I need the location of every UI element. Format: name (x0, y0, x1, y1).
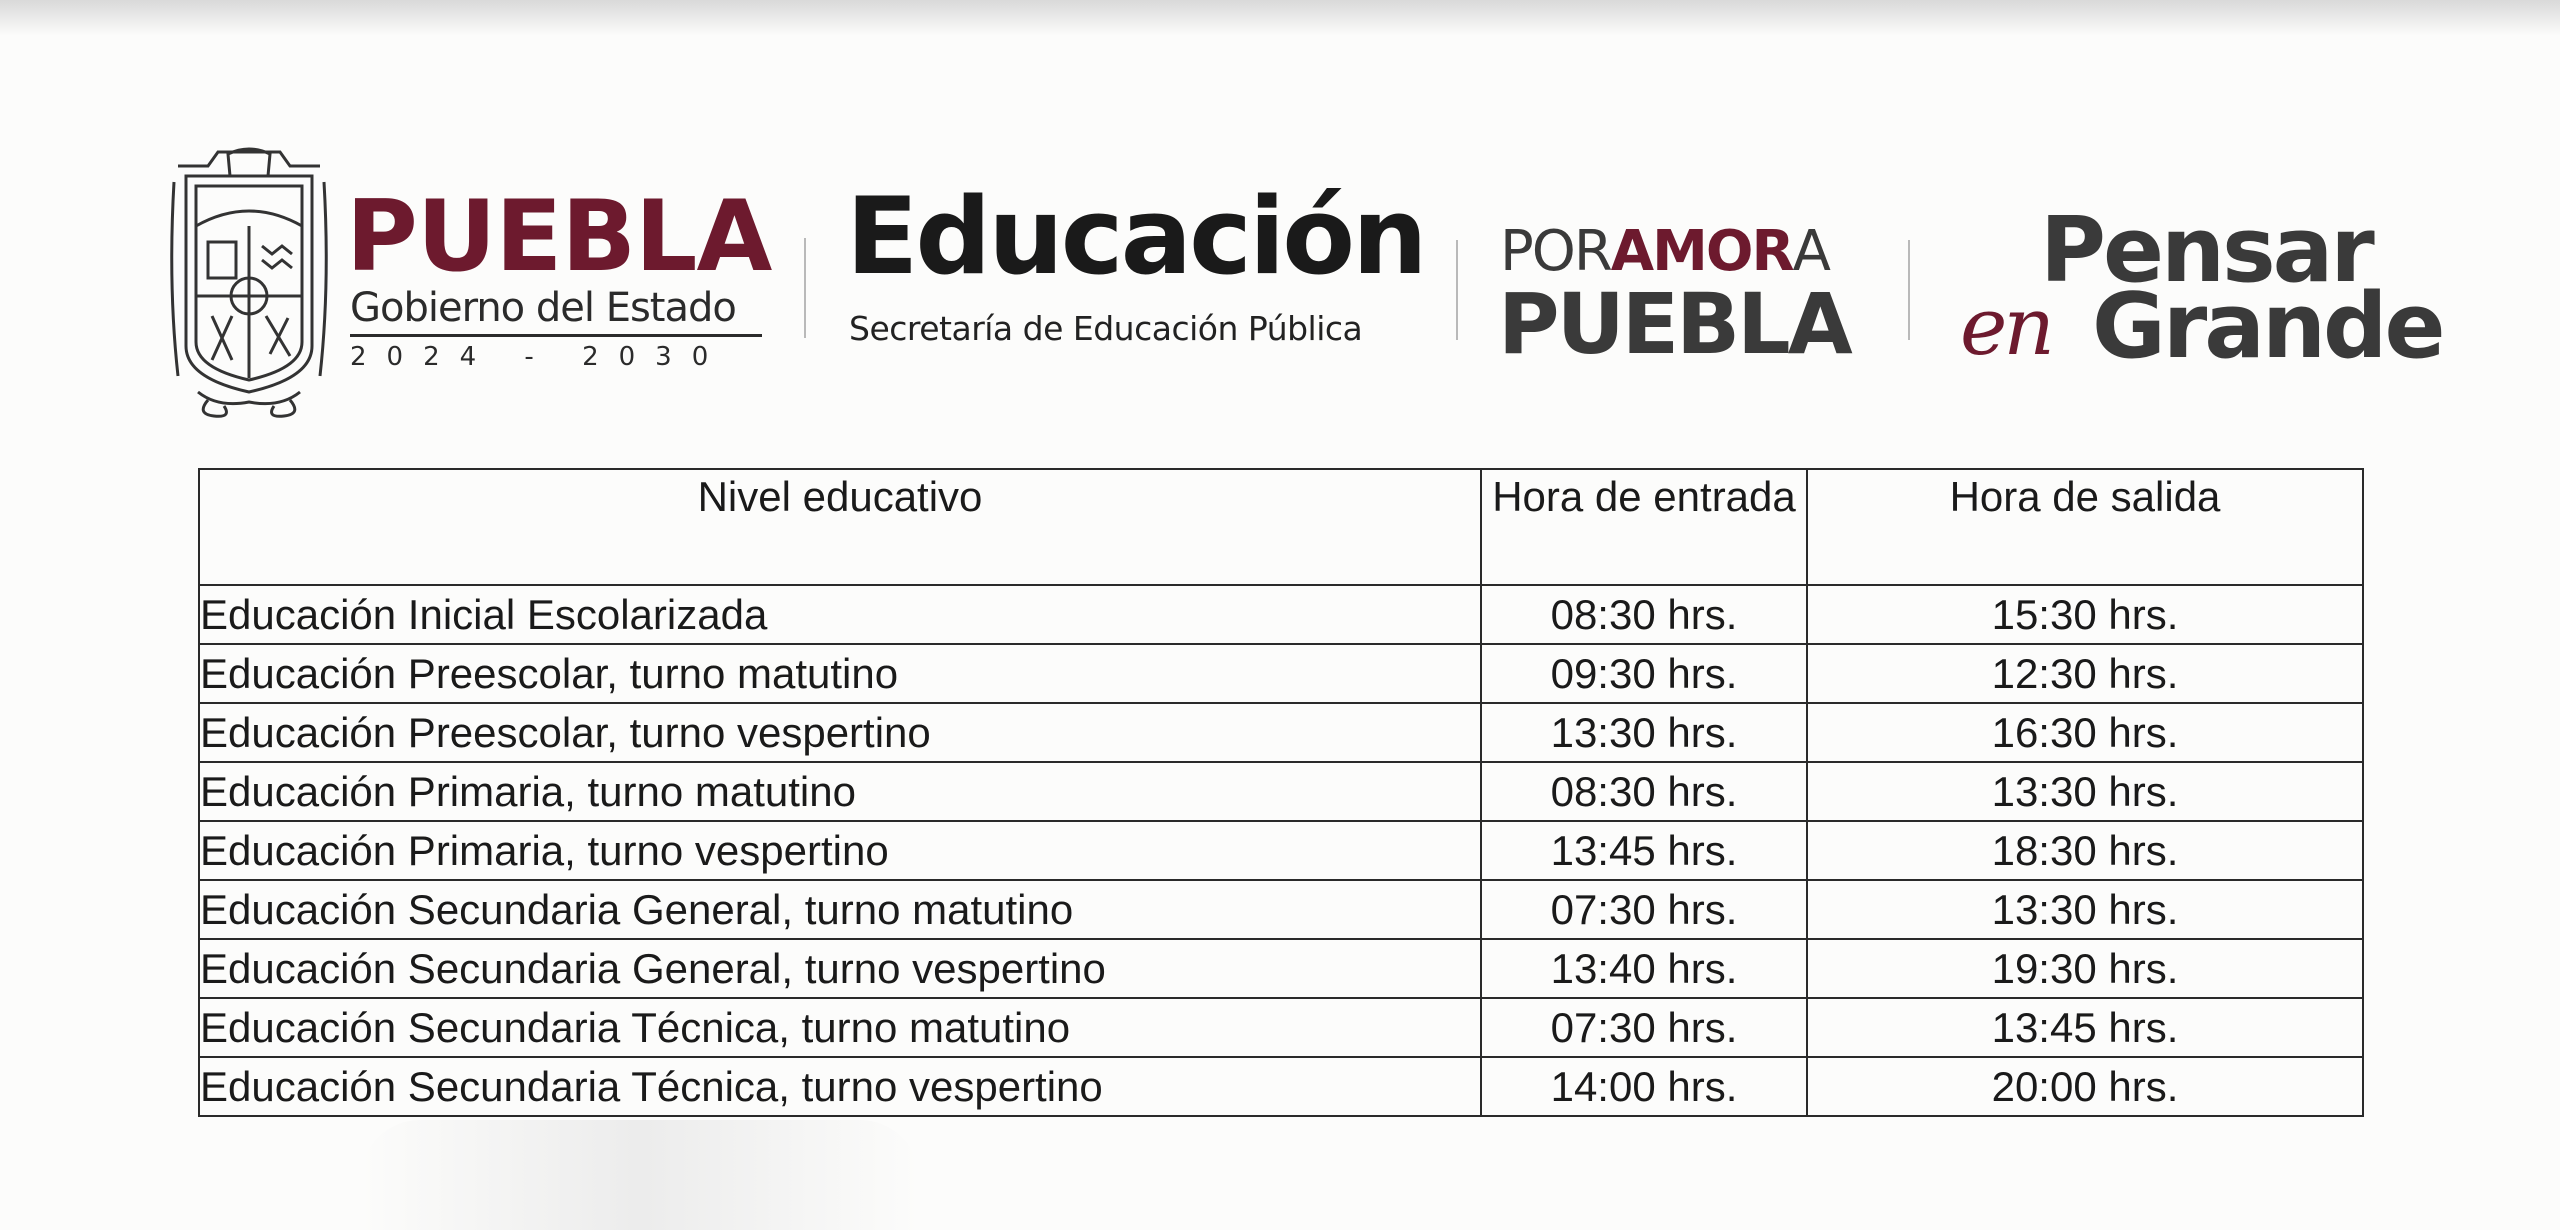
letterhead-logos (0, 0, 2560, 440)
faint-watermark (360, 1120, 920, 1230)
cell-exit-time: 20:00 hrs. (1807, 1057, 2363, 1116)
cell-level: Educación Primaria, turno matutino (199, 762, 1481, 821)
cell-entry-time: 13:45 hrs. (1481, 821, 1807, 880)
header-hora-entrada: Hora de entrada (1481, 469, 1807, 585)
cell-entry-time: 08:30 hrs. (1481, 762, 1807, 821)
cell-exit-time: 19:30 hrs. (1807, 939, 2363, 998)
table-row (199, 762, 2363, 821)
header-nivel-educativo: Nivel educativo (199, 469, 1481, 585)
logo-separator (1456, 240, 1458, 340)
school-schedule-table (198, 468, 2364, 1117)
table-row (199, 644, 2363, 703)
amor-text: AMOR (1610, 219, 1793, 284)
gobierno-del-estado-text: Gobierno del Estado (350, 285, 736, 331)
table-row (199, 1057, 2363, 1116)
cell-exit-time: 12:30 hrs. (1807, 644, 2363, 703)
cell-level: Educación Secundaria General, turno matutino (199, 880, 1481, 939)
logo-divider-line (350, 334, 762, 337)
cell-level: Educación Secundaria Técnica, turno matutino (199, 998, 1481, 1057)
puebla-wordmark: PUEBLA (346, 180, 772, 294)
cell-entry-time: 09:30 hrs. (1481, 644, 1807, 703)
cell-exit-time: 13:45 hrs. (1807, 998, 2363, 1057)
puebla-coat-of-arms-icon (168, 146, 330, 418)
cell-entry-time: 08:30 hrs. (1481, 585, 1807, 644)
por-amor-puebla-wordmark: PUEBLA (1498, 275, 1850, 373)
por-amor-a-line (1500, 219, 1829, 284)
cell-entry-time: 14:00 hrs. (1481, 1057, 1807, 1116)
term-years-text: 2024 - 2030 (350, 342, 729, 372)
a-text: A (1792, 219, 1829, 284)
cell-level: Educación Secundaria General, turno vespertino (199, 939, 1481, 998)
cell-level: Educación Preescolar, turno vespertino (199, 703, 1481, 762)
cell-level: Educación Secundaria Técnica, turno vespertino (199, 1057, 1481, 1116)
table-row (199, 703, 2363, 762)
cell-entry-time: 13:30 hrs. (1481, 703, 1807, 762)
cell-exit-time: 13:30 hrs. (1807, 880, 2363, 939)
cell-entry-time: 13:40 hrs. (1481, 939, 1807, 998)
table-row (199, 585, 2363, 644)
cell-level: Educación Primaria, turno vespertino (199, 821, 1481, 880)
cell-exit-time: 18:30 hrs. (1807, 821, 2363, 880)
table-header-row (199, 469, 2363, 585)
cell-level: Educación Preescolar, turno matutino (199, 644, 1481, 703)
por-text: POR (1500, 219, 1611, 284)
logo-separator (1908, 240, 1910, 340)
cell-entry-time: 07:30 hrs. (1481, 880, 1807, 939)
cell-level: Educación Inicial Escolarizada (199, 585, 1481, 644)
logo-separator (804, 238, 806, 338)
header-hora-salida: Hora de salida (1807, 469, 2363, 585)
en-script-text: en (1960, 280, 2051, 373)
cell-exit-time: 15:30 hrs. (1807, 585, 2363, 644)
cell-exit-time: 13:30 hrs. (1807, 762, 2363, 821)
puebla-gobierno-logo (346, 180, 772, 388)
educacion-wordmark: Educación (846, 175, 1425, 298)
cell-exit-time: 16:30 hrs. (1807, 703, 2363, 762)
pensar-wordmark: Pensar (2040, 198, 2372, 303)
table-row (199, 821, 2363, 880)
table-row (199, 939, 2363, 998)
table-row (199, 880, 2363, 939)
secretaria-text: Secretaría de Educación Pública (849, 309, 1363, 348)
grande-wordmark: Grande (2092, 274, 2443, 379)
cell-entry-time: 07:30 hrs. (1481, 998, 1807, 1057)
table-row (199, 998, 2363, 1057)
